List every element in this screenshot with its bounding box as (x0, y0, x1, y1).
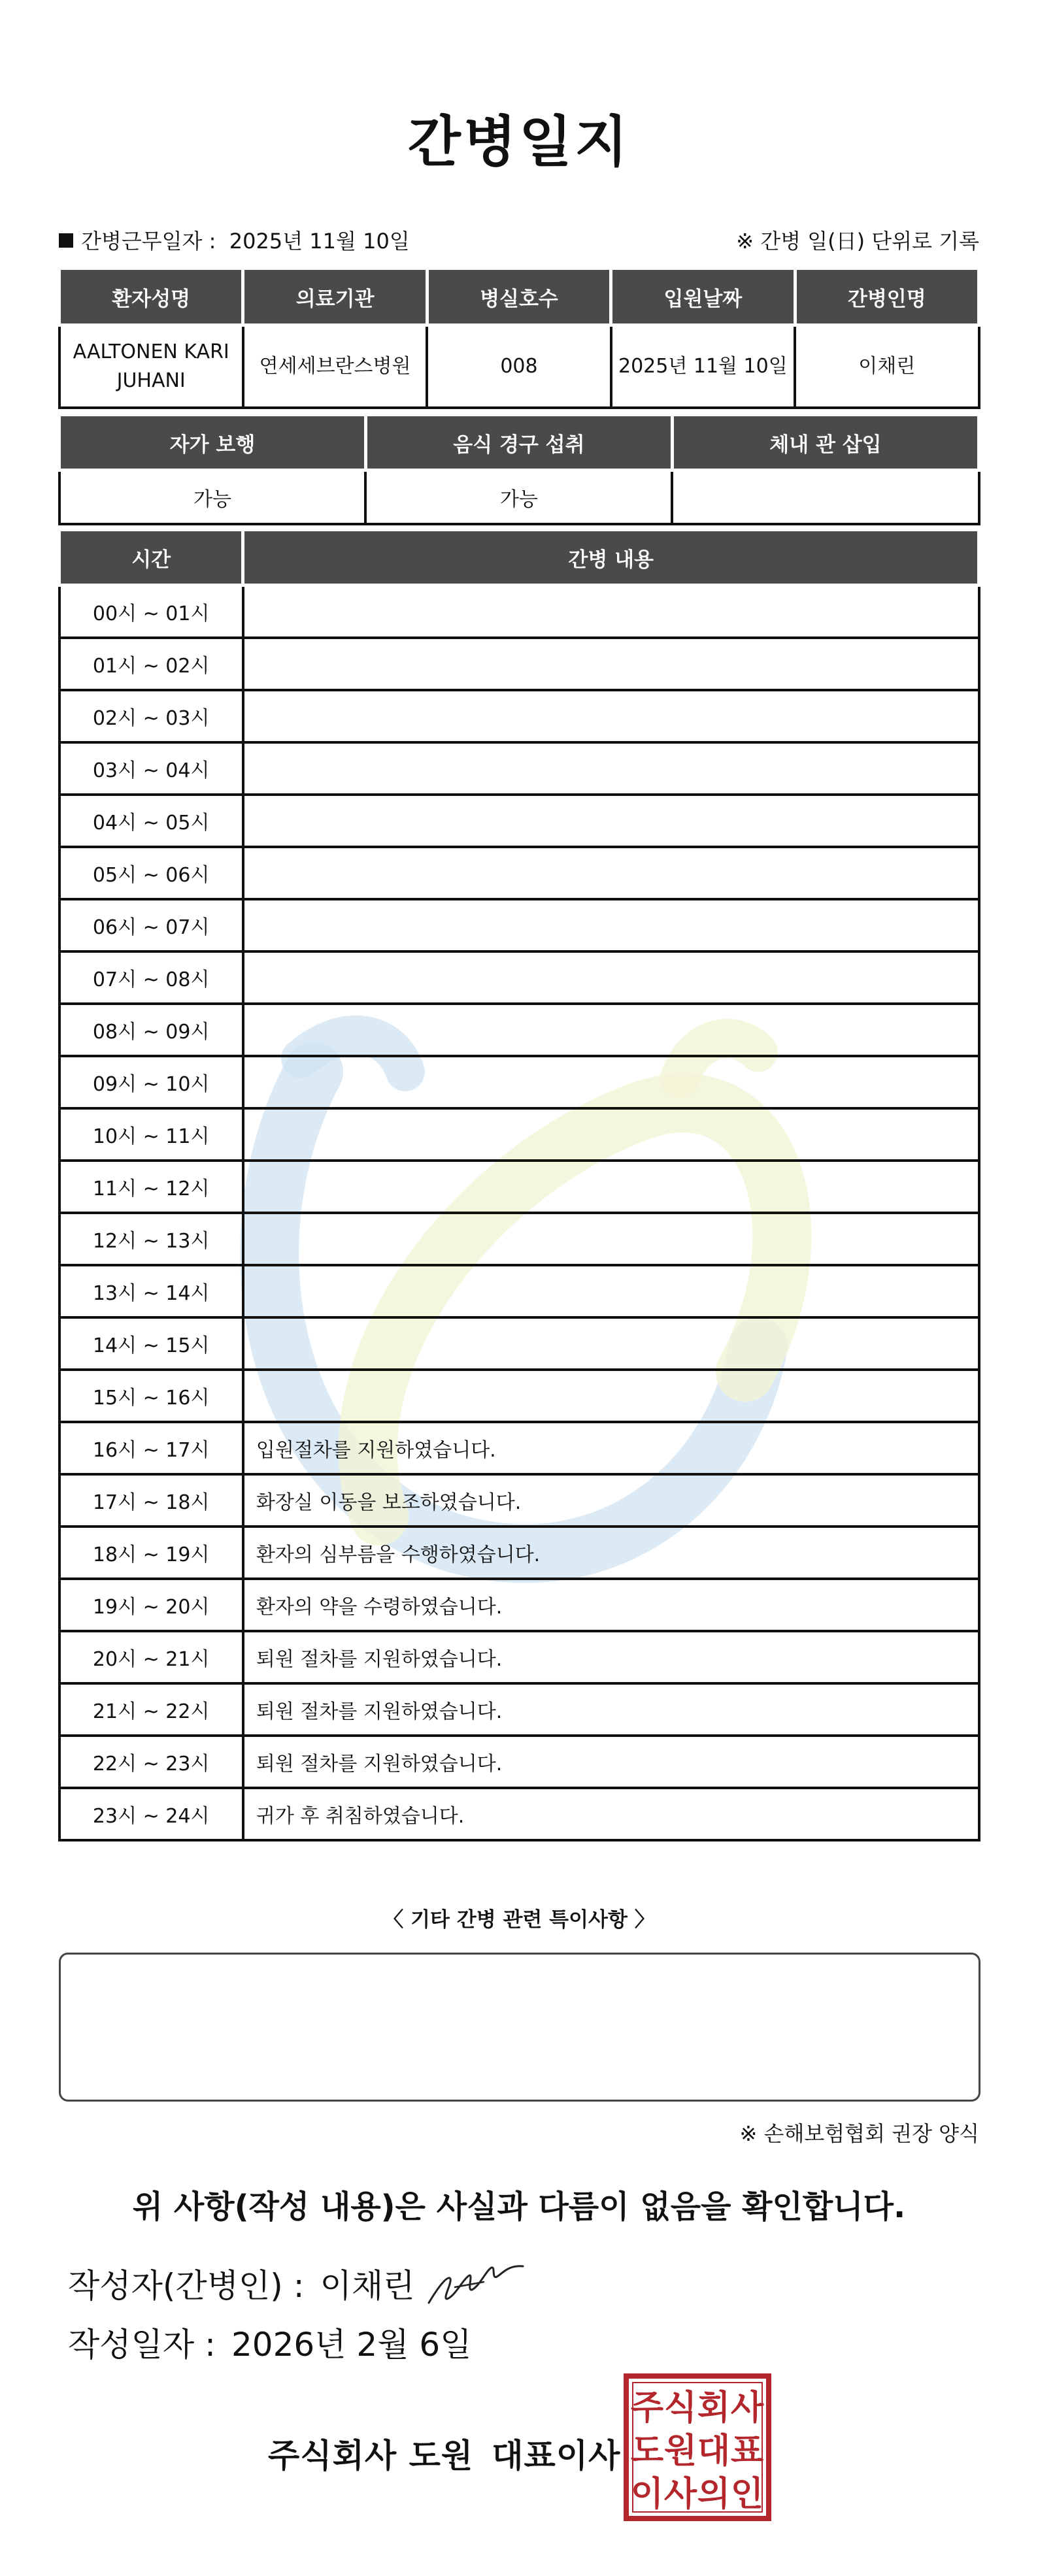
seal-character: 사 (730, 2388, 764, 2428)
care-log-row (59, 1370, 979, 1422)
care-log-row (59, 1527, 979, 1579)
care-log-time: 02시 ~ 03시 (59, 690, 243, 742)
care-log-row (59, 899, 979, 951)
care-log-row (59, 1736, 979, 1788)
header-patient-name: 환자성명 (59, 269, 243, 325)
care-log-time: 14시 ~ 15시 (59, 1317, 243, 1370)
care-log-time: 09시 ~ 10시 (59, 1056, 243, 1108)
document-title: 간병일지 (407, 110, 631, 174)
care-log-row (59, 1788, 979, 1840)
care-log-content: 환자의 약을 수령하였습니다. (243, 1579, 979, 1631)
care-log-content (243, 1370, 979, 1422)
care-log-time: 16시 ~ 17시 (59, 1422, 243, 1474)
care-log-time: 13시 ~ 14시 (59, 1265, 243, 1317)
admission-date: 2025년 11월 10일 (611, 325, 795, 408)
care-log-content (243, 1161, 979, 1213)
care-log-content: 환자의 심부름을 수행하였습니다. (243, 1527, 979, 1579)
care-log-content: 입원절차를 지원하였습니다. (243, 1422, 979, 1474)
care-log-time: 21시 ~ 22시 (59, 1683, 243, 1736)
care-log-row (59, 742, 979, 795)
care-log-content: 퇴원 절차를 지원하였습니다. (243, 1631, 979, 1683)
work-date (59, 225, 410, 255)
care-log-rows (59, 586, 979, 1841)
confirmation-statement: 위 사항(작성 내용)은 사실과 다름이 없음을 확인합니다. (132, 2188, 906, 2225)
self-walking-value: 가능 (59, 471, 366, 525)
care-log-time: 00시 ~ 01시 (59, 586, 243, 638)
care-log-content (243, 742, 979, 795)
care-log-time: 04시 ~ 05시 (59, 795, 243, 847)
care-log-row (59, 951, 979, 1004)
care-log-content: 퇴원 절차를 지원하였습니다. (243, 1736, 979, 1788)
seal-character: 대 (697, 2432, 731, 2471)
header-tube-insertion: 체내 관 삽입 (672, 415, 979, 471)
care-log-row (59, 1161, 979, 1213)
writing-date-value: 2026년 2월 6일 (231, 2326, 472, 2364)
patient-name: AALTONEN KARI JUHANI (59, 325, 243, 408)
seal-character: 의 (697, 2475, 731, 2514)
care-log-content (243, 1265, 979, 1317)
care-log-content (243, 899, 979, 951)
care-log-content (243, 795, 979, 847)
company-name: 주식회사 도원 (268, 2437, 474, 2475)
seal-character: 사 (663, 2475, 697, 2514)
tube-insertion-value (672, 471, 979, 525)
unit-note: ※ 간병 일(日) 단위로 기록 (736, 229, 979, 254)
care-log-time: 15시 ~ 16시 (59, 1370, 243, 1422)
seal-character: 인 (730, 2475, 764, 2514)
care-log-time: 11시 ~ 12시 (59, 1161, 243, 1213)
seal-character: 원 (663, 2432, 697, 2471)
header-caregiver-name: 간병인명 (795, 269, 979, 325)
care-log-time: 01시 ~ 02시 (59, 638, 243, 690)
care-log-content: 귀가 후 취침하였습니다. (243, 1788, 979, 1840)
header-self-walking: 자가 보행 (59, 415, 366, 471)
care-log-row (59, 690, 979, 742)
care-log-table (58, 528, 980, 1841)
header-time: 시간 (59, 530, 243, 586)
care-log-row (59, 586, 979, 638)
care-log-time: 22시 ~ 23시 (59, 1736, 243, 1788)
care-log-row (59, 1213, 979, 1265)
patient-info-table (58, 267, 980, 409)
header-room-number: 병실호수 (427, 269, 611, 325)
header-hospital: 의료기관 (243, 269, 427, 325)
writer-row (68, 2260, 414, 2307)
work-date-label: 간병근무일자 : (81, 229, 216, 254)
care-log-time: 17시 ~ 18시 (59, 1474, 243, 1527)
care-log-row (59, 1004, 979, 1056)
patient-status-table (58, 413, 980, 525)
black-square-icon (59, 233, 73, 248)
care-log-row (59, 1108, 979, 1161)
writer-name: 이채린 (320, 2267, 415, 2305)
seal-character: 이 (630, 2475, 664, 2514)
header-admission-date: 입원날짜 (611, 269, 795, 325)
notes-title: 〈 기타 간병 관련 특이사항 〉 (383, 1908, 655, 1932)
seal-character: 표 (730, 2432, 764, 2471)
header-care-content: 간병 내용 (243, 530, 979, 586)
care-log-content (243, 951, 979, 1004)
care-log-content (243, 1213, 979, 1265)
care-log-row (59, 1056, 979, 1108)
company-seal-stamp (622, 2372, 773, 2522)
care-log-row (59, 795, 979, 847)
care-log-row (59, 638, 979, 690)
care-log-row (59, 847, 979, 899)
caregiver-name: 이채린 (795, 325, 979, 408)
care-log-time: 10시 ~ 11시 (59, 1108, 243, 1161)
care-log-content: 퇴원 절차를 지원하였습니다. (243, 1683, 979, 1736)
writing-date-row (68, 2319, 472, 2366)
recommendation-note: ※ 손해보험협회 권장 양식 (739, 2121, 979, 2146)
seal-character: 식 (663, 2388, 697, 2428)
writer-label: 작성자(간병인) : (68, 2267, 305, 2305)
care-log-content (243, 1004, 979, 1056)
seal-character: 회 (697, 2388, 731, 2428)
care-log-content: 화장실 이동을 보조하였습니다. (243, 1474, 979, 1527)
seal-character: 주 (630, 2388, 664, 2428)
work-date-value: 2025년 11월 10일 (229, 229, 410, 254)
header-oral-intake: 음식 경구 섭취 (365, 415, 672, 471)
care-log-time: 08시 ~ 09시 (59, 1004, 243, 1056)
care-log-row (59, 1422, 979, 1474)
care-log-row (59, 1317, 979, 1370)
care-log-content (243, 586, 979, 638)
company-representative-title: 대표이사 (492, 2437, 621, 2475)
care-log-content (243, 847, 979, 899)
care-log-time: 18시 ~ 19시 (59, 1527, 243, 1579)
care-log-row (59, 1683, 979, 1736)
care-log-time: 07시 ~ 08시 (59, 951, 243, 1004)
writing-date-label: 작성일자 : (68, 2326, 216, 2364)
care-log-content (243, 690, 979, 742)
care-log-time: 03시 ~ 04시 (59, 742, 243, 795)
care-log-row (59, 1474, 979, 1527)
oral-intake-value: 가능 (365, 471, 672, 525)
hospital-name: 연세세브란스병원 (243, 325, 427, 408)
room-number: 008 (427, 325, 611, 408)
care-log-content (243, 1056, 979, 1108)
company-signature-line (268, 2430, 620, 2477)
care-log-time: 20시 ~ 21시 (59, 1631, 243, 1683)
care-log-time: 05시 ~ 06시 (59, 847, 243, 899)
special-notes-box (59, 1953, 980, 2102)
care-log-row (59, 1579, 979, 1631)
work-date-row (59, 225, 979, 257)
care-log-time: 23시 ~ 24시 (59, 1788, 243, 1840)
care-log-content (243, 638, 979, 690)
signature-icon (424, 2251, 528, 2309)
care-log-time: 12시 ~ 13시 (59, 1213, 243, 1265)
care-log-time: 06시 ~ 07시 (59, 899, 243, 951)
care-log-row (59, 1631, 979, 1683)
care-log-content (243, 1108, 979, 1161)
care-log-row (59, 1265, 979, 1317)
care-log-time: 19시 ~ 20시 (59, 1579, 243, 1631)
seal-character: 도 (630, 2432, 664, 2471)
care-log-content (243, 1317, 979, 1370)
